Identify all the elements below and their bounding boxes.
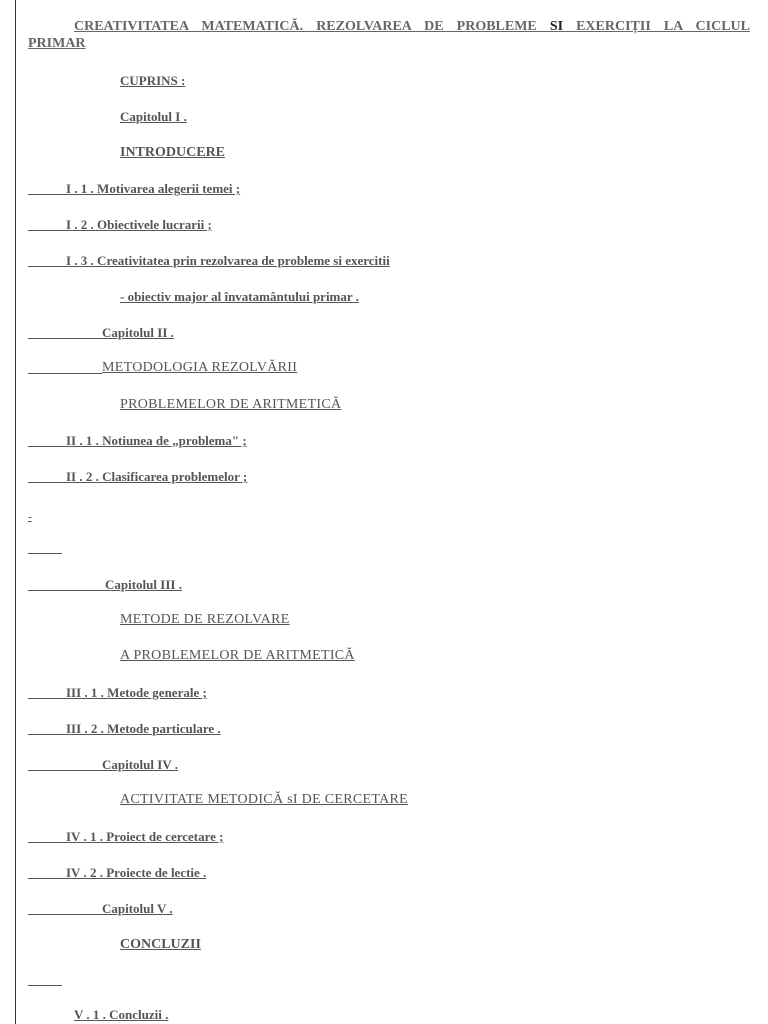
chapter-1-label: Capitolul I . (120, 109, 187, 124)
title-text-strong: SI (549, 19, 564, 34)
chapter-1-title: INTRODUCERE (120, 145, 226, 160)
chapter-3-label: Capitolul III . (28, 576, 182, 594)
chapter-2-title-line-1: METODOLOGIA REZOLVĂRII (28, 359, 297, 377)
toc-entry-5-1: V . 1 . Concluzii . (74, 1007, 169, 1022)
document-page (28, 0, 750, 1024)
left-margin-rule (15, 0, 16, 1024)
chapter-3-title-line-2: A PROBLEMELOR DE ARITMETICĂ (120, 648, 355, 663)
separator-dash (28, 553, 62, 554)
document-title (28, 18, 750, 52)
chapter-5-label: Capitolul V . (28, 900, 173, 918)
separator-dash-2 (28, 985, 62, 986)
toc-entry-1-1: I . 1 . Motivarea alegerii temei ; (28, 180, 240, 198)
chapter-2-title-line-2: PROBLEMELOR DE ARITMETICĂ (120, 397, 342, 412)
toc-entry-1-3: I . 3 . Creativitatea prin rezolvarea de probleme si exercitii (28, 252, 390, 270)
toc-entry-4-1: IV . 1 . Proiect de cercetare ; (28, 828, 224, 846)
chapter-4-label: Capitolul IV . (28, 756, 178, 774)
chapter-4-title: ACTIVITATE METODICĂ sI DE CERCETARE (120, 792, 408, 807)
toc-heading: CUPRINS : (120, 73, 186, 88)
toc-entry-1-2: I . 2 . Obiectivele lucrarii ; (28, 216, 212, 234)
toc-entry-3-2: III . 2 . Metode particulare . (28, 720, 221, 738)
chapter-3-title-line-1: METODE DE REZOLVARE (120, 612, 290, 627)
toc-entry-2-1: II . 1 . Notiunea de „problema" ; (28, 432, 247, 450)
stray-dash-mark: - (28, 511, 32, 523)
chapter-5-title: CONCLUZII (120, 937, 201, 952)
chapter-2-label: Capitolul II . (28, 324, 174, 342)
title-text-1: CREATIVITATEA MATEMATICĂ. REZOLVAREA DE PROBLEME (74, 19, 550, 34)
toc-entry-3-1: III . 1 . Metode generale ; (28, 684, 207, 702)
toc-entry-1-3-continuation: - obiectiv major al învatamântului primar . (120, 289, 359, 304)
title-text-2: EXERCIȚII LA CICLUL PRIMAR (28, 19, 750, 51)
toc-entry-2-2: II . 2 . Clasificarea problemelor ; (28, 468, 247, 486)
toc-entry-4-2: IV . 2 . Proiecte de lectie . (28, 864, 206, 882)
